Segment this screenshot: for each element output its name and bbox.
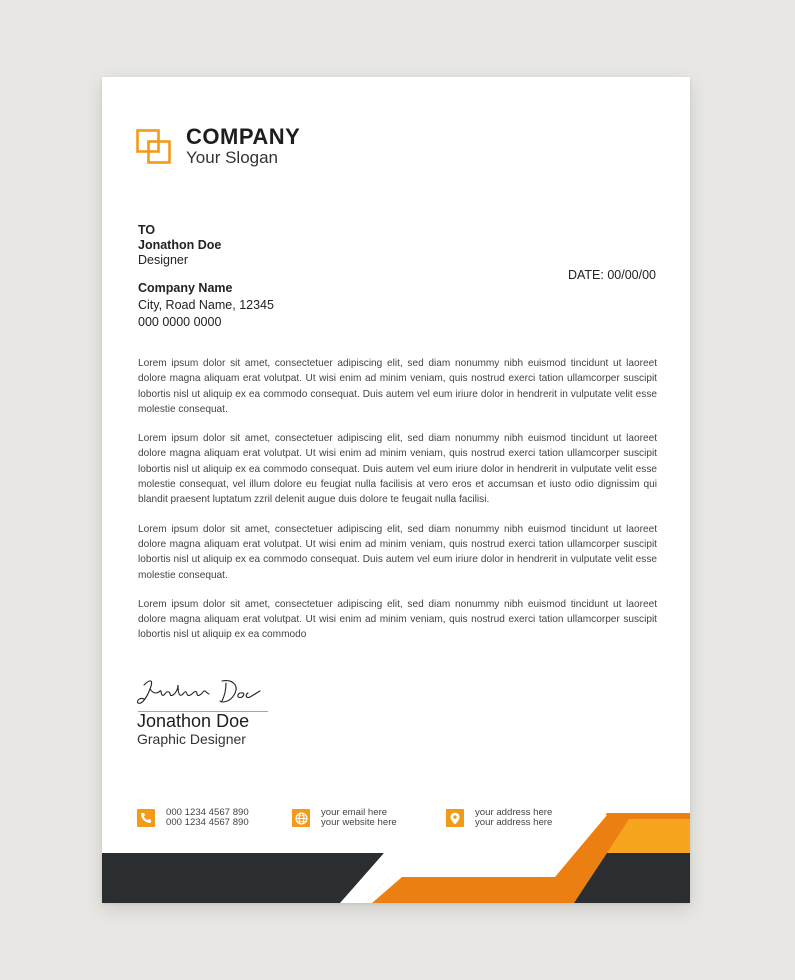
contact-email: your email here (321, 807, 388, 818)
recipient-name: Jonathon Doe (138, 238, 222, 252)
company-logo-icon (136, 129, 172, 165)
contact-phone-line: 000 1234 4567 890 (166, 817, 249, 828)
to-label: TO (138, 223, 156, 237)
recipient-address: City, Road Name, 12345 (138, 298, 274, 312)
letterhead-sheet (102, 77, 690, 903)
company-slogan: Your Slogan (186, 148, 279, 167)
handwritten-signature (136, 675, 268, 711)
body-paragraph: Lorem ipsum dolor sit amet, consectetuer adipiscing elit, sed diam nonummy nibh euismod tincidunt ut laoreet dolore magna aliquam erat volutpat. Ut wisi enim ad minim veniam, quis nostrud exerci tation ullamcorper suscipit lobortis nisl ut aliquip ex ea commodo (138, 598, 657, 641)
phone-icon (137, 809, 155, 827)
body-paragraph: Lorem ipsum dolor sit amet, consectetuer adipiscing elit, sed diam nonummy nibh euismod tincidunt ut laoreet dolore magna aliquam erat volutpat. Ut wisi enim ad minim veniam, quis nostrud exerci tation ullamcorper suscipit lobortis nisl ut aliquip ex ea commodo consequat. Duis autem vel eum iriure dolor in hendrerit in vulputate velit esse molestie consequat. (138, 358, 657, 415)
body-paragraph: Lorem ipsum dolor sit amet, consectetuer adipiscing elit, sed diam nonummy nibh euismod tincidunt ut laoreet dolore magna aliquam erat volutpat. Ut wisi enim ad minim veniam, quis nostrud exerci tation ullamcorper suscipit lobortis nisl ut aliquip ex ea commodo consequat. Duis autem vel eum iriure dolor in hendrerit in vulputate velit esse molestie consequat. (138, 523, 657, 581)
recipient-company-block (138, 280, 274, 331)
contact-address-line: your address here (475, 817, 553, 828)
globe-icon (292, 809, 310, 827)
recipient-company: Company Name (138, 281, 233, 295)
contact-phone (137, 808, 249, 828)
location-pin-icon (446, 809, 464, 827)
signer-title: Graphic Designer (137, 731, 246, 747)
recipient-phone: 000 0000 0000 (138, 315, 222, 329)
contact-address-line: your address here (475, 807, 553, 818)
recipient-role: Designer (138, 253, 189, 267)
recipient-block (138, 223, 221, 268)
letter-date: DATE: 00/00/00 (567, 268, 656, 282)
body-paragraph: Lorem ipsum dolor sit amet, consectetuer adipiscing elit, sed diam nonummy nibh euismod tincidunt ut laoreet dolore magna aliquam erat volutpat. Ut wisi enim ad minim veniam, quis nostrud exerci tation ullamcorper suscipit lobortis nisl ut aliquip ex ea commodo consequat. Duis autem vel eum iriure dolor in hendrerit in vulputate velit esse molestie consequat, vel illum dolore eu feugiat nulla facilisis at vero eros et accumsan et iusto odio dignissim qui blandit praesent luptatum zzril delenit augue duis dolore te feugait nulla facilisi. (138, 433, 657, 506)
contact-phone-line: 000 1234 4567 890 (166, 807, 249, 818)
signer-name: Jonathon Doe (137, 711, 250, 731)
letter-body (138, 356, 657, 657)
company-name: COMPANY (186, 124, 301, 149)
contact-address (446, 808, 552, 828)
contact-website: your website here (321, 817, 397, 828)
contact-web (292, 808, 397, 828)
